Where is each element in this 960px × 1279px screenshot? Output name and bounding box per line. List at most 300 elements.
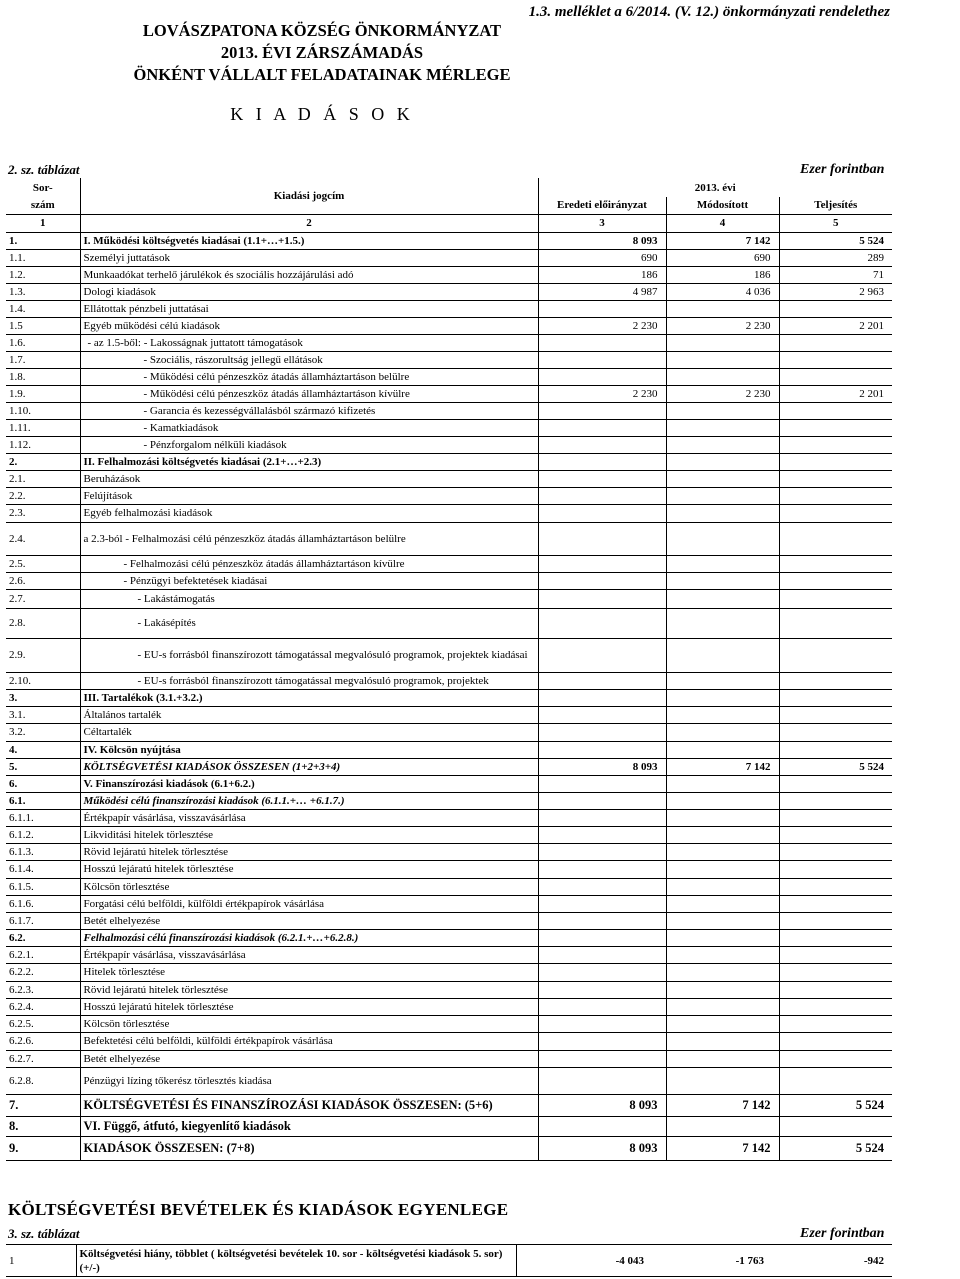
value-modositott [666,860,779,878]
value-eredeti [538,723,666,741]
row-label: IV. Kölcsön nyújtása [80,741,538,758]
table-row [6,689,892,706]
value-modositott: 2 230 [666,385,779,402]
value-teljesites [779,555,892,572]
header-eredeti: Eredeti előirányzat [538,197,666,214]
value-eredeti [538,1015,666,1032]
value-eredeti: 8 093 [538,758,666,775]
value-teljesites: 2 963 [779,283,892,300]
table-row [6,487,892,504]
row-label: - Garancia és kezességvállalásból származó kifizetés [80,402,538,419]
value-teljesites [779,981,892,998]
value-eredeti [538,402,666,419]
row-number: 6.1. [6,792,80,809]
value-modositott [666,402,779,419]
row-number: 2.4. [6,522,80,555]
value-modositott [666,436,779,453]
colnum-4: 4 [666,214,779,232]
value-modositott [666,555,779,572]
value-modositott [666,809,779,826]
value-teljesites [779,436,892,453]
value-modositott [666,419,779,436]
row-number: 5. [6,758,80,775]
row-label: Egyéb működési célú kiadások [80,317,538,334]
row-number: 1.2. [6,266,80,283]
value-modositott: 4 036 [666,283,779,300]
value-modositott [666,792,779,809]
row-label: - Felhalmozási célú pénzeszköz átadás államháztartáson kívülre [80,555,538,572]
value-eredeti: 2 230 [538,385,666,402]
table-row [6,522,892,555]
value-teljesites: 2 201 [779,317,892,334]
row-number: 1.6. [6,334,80,351]
value-eredeti [538,792,666,809]
value-eredeti: 690 [538,249,666,266]
table-row [6,504,892,522]
value-eredeti [538,487,666,504]
value-modositott [666,689,779,706]
row-label: - Működési célú pénzeszköz átadás államháztartáson kívülre [80,385,538,402]
value-teljesites: 5 524 [779,232,892,249]
value-teljesites [779,1032,892,1050]
value-eredeti [538,1116,666,1136]
value-teljesites [779,998,892,1015]
table-row [6,929,892,946]
row-label: Egyéb felhalmozási kiadások [80,504,538,522]
balance-row-teljesites: -942 [772,1245,892,1277]
value-eredeti [538,946,666,963]
value-teljesites [779,706,892,723]
value-modositott [666,826,779,843]
row-number: 1.5 [6,317,80,334]
row-number: 1.4. [6,300,80,317]
table-row [6,792,892,809]
value-teljesites [779,1067,892,1094]
value-modositott [666,912,779,929]
header-year: 2013. évi [694,181,736,194]
row-number: 1.8. [6,368,80,385]
value-eredeti [538,589,666,608]
balance-row-modositott: -1 763 [652,1245,772,1277]
value-teljesites [779,419,892,436]
row-number: 2. [6,453,80,470]
value-teljesites [779,608,892,638]
value-eredeti: 8 093 [538,1094,666,1116]
table-row [6,317,892,334]
table1-unit: Ezer forintban [800,162,885,177]
value-modositott [666,300,779,317]
value-eredeti [538,1032,666,1050]
value-teljesites [779,351,892,368]
table-row [6,638,892,672]
row-label: Likviditási hitelek törlesztése [80,826,538,843]
header-modositott: Módosított [666,197,779,214]
value-teljesites [779,504,892,522]
table-row [6,843,892,860]
row-label: Kölcsön törlesztése [80,878,538,895]
table-row [6,1050,892,1067]
value-modositott [666,963,779,981]
row-label: Dologi kiadások [80,283,538,300]
value-teljesites [779,470,892,487]
row-label: Céltartalék [80,723,538,741]
value-modositott [666,638,779,672]
value-modositott [666,672,779,689]
value-modositott: 7 142 [666,232,779,249]
value-modositott [666,1015,779,1032]
value-eredeti: 186 [538,266,666,283]
row-number: 2.5. [6,555,80,572]
table-row [6,334,892,351]
row-number: 7. [6,1094,80,1116]
value-eredeti [538,555,666,572]
value-teljesites [779,334,892,351]
row-label: Értékpapír vásárlása, visszavásárlása [80,946,538,963]
table-row [6,1094,892,1116]
row-label: - az 1.5-ből: - Lakosságnak juttatott támogatások [80,334,538,351]
table-row [6,1032,892,1050]
value-eredeti [538,419,666,436]
row-number: 2.6. [6,572,80,589]
value-teljesites [779,775,892,792]
section-heading: K I A D Á S O K [230,104,414,124]
value-eredeti [538,453,666,470]
balance-row-number: 1 [6,1245,76,1277]
row-number: 1.9. [6,385,80,402]
row-label: III. Tartalékok (3.1.+3.2.) [80,689,538,706]
value-modositott [666,334,779,351]
table-row [6,860,892,878]
table-row [6,912,892,929]
document-title-line-1: LOVÁSZPATONA KÖZSÉG ÖNKORMÁNYZAT [142,21,502,40]
row-label: Beruházások [80,470,538,487]
value-modositott: 2 230 [666,317,779,334]
value-teljesites [779,843,892,860]
value-eredeti [538,368,666,385]
row-number: 6.1.7. [6,912,80,929]
value-teljesites [779,522,892,555]
table-row [6,878,892,895]
row-number: 1. [6,232,80,249]
row-label: VI. Függő, átfutó, kiegyenlítő kiadások [80,1116,538,1136]
row-number: 6.2. [6,929,80,946]
value-teljesites [779,487,892,504]
balance-table [6,1244,892,1277]
value-modositott [666,723,779,741]
value-eredeti [538,963,666,981]
value-eredeti [538,998,666,1015]
value-teljesites [779,402,892,419]
table-row [6,608,892,638]
value-teljesites [779,878,892,895]
value-modositott [666,608,779,638]
colnum-1: 1 [6,214,80,232]
row-number: 6.2.3. [6,981,80,998]
table-row [6,723,892,741]
value-modositott [666,522,779,555]
table-row [6,453,892,470]
colnum-2: 2 [80,214,538,232]
value-modositott [666,741,779,758]
value-eredeti [538,1067,666,1094]
value-modositott [666,1067,779,1094]
row-label: Hitelek törlesztése [80,963,538,981]
value-teljesites [779,826,892,843]
table-row [6,809,892,826]
value-teljesites: 2 201 [779,385,892,402]
table-row [6,1015,892,1032]
value-eredeti [538,706,666,723]
row-number: 6.2.4. [6,998,80,1015]
value-eredeti: 4 987 [538,283,666,300]
value-eredeti [538,860,666,878]
value-modositott [666,572,779,589]
row-number: 8. [6,1116,80,1136]
value-eredeti [538,826,666,843]
table-row [6,572,892,589]
row-number: 1.10. [6,402,80,419]
value-teljesites: 289 [779,249,892,266]
value-teljesites [779,1050,892,1067]
row-number: 1.3. [6,283,80,300]
row-number: 3.1. [6,706,80,723]
row-label: Forgatási célú belföldi, külföldi értékpapírok vásárlása [80,895,538,912]
row-number: 2.2. [6,487,80,504]
value-modositott [666,470,779,487]
row-label: Betét elhelyezése [80,912,538,929]
row-label: Betét elhelyezése [80,1050,538,1067]
balance-row-label: Költségvetési hiány, többlet ( költségvetési bevételek 10. sor - költségvetési kiadások 5. sor) (+/-) [76,1245,516,1277]
row-label: I. Működési költségvetés kiadásai (1.1+…+1.5.) [80,232,538,249]
value-eredeti [538,929,666,946]
row-label: - Lakásépítés [80,608,538,638]
row-label: Munkaadókat terhelő járulékok és szociális hozzájárulási adó [80,266,538,283]
table-row [6,1067,892,1094]
row-label: Értékpapír vásárlása, visszavásárlása [80,809,538,826]
value-teljesites [779,1116,892,1136]
row-label: - EU-s forrásból finanszírozott támogatással megvalósuló programok, projektek kiadásai [80,638,538,672]
row-label: - Pénzforgalom nélküli kiadások [80,436,538,453]
row-number: 6.1.1. [6,809,80,826]
value-modositott [666,589,779,608]
row-label: - EU-s forrásból finanszírozott támogatással megvalósuló programok, projektek [80,672,538,689]
table-row [6,555,892,572]
table-row [6,385,892,402]
row-label: Személyi juttatások [80,249,538,266]
row-number: 2.1. [6,470,80,487]
table-row [6,589,892,608]
value-modositott [666,1116,779,1136]
table-row [6,672,892,689]
value-modositott [666,929,779,946]
value-eredeti [538,981,666,998]
table-row [6,266,892,283]
value-modositott: 7 142 [666,1094,779,1116]
row-label: Befektetési célú belföldi, külföldi értékpapírok vásárlása [80,1032,538,1050]
value-modositott [666,878,779,895]
header-jogcim: Kiadási jogcím [80,178,538,214]
table-row [6,283,892,300]
value-teljesites [779,946,892,963]
row-number: 6.2.5. [6,1015,80,1032]
header-teljesites: Teljesítés [779,197,892,214]
value-eredeti [538,470,666,487]
table-row [6,402,892,419]
row-label: - Szociális, rászorultság jellegű ellátások [80,351,538,368]
row-number: 6.2.8. [6,1067,80,1094]
value-modositott [666,895,779,912]
row-number: 6.1.6. [6,895,80,912]
value-eredeti [538,689,666,706]
value-eredeti [538,300,666,317]
table-row [6,741,892,758]
value-modositott [666,1050,779,1067]
value-eredeti [538,572,666,589]
row-label: - Működési célú pénzeszköz átadás államháztartáson belülre [80,368,538,385]
row-label: II. Felhalmozási költségvetés kiadásai (2.1+…+2.3) [80,453,538,470]
value-modositott [666,1032,779,1050]
value-modositott: 690 [666,249,779,266]
table-row [6,249,892,266]
row-label: a 2.3-ból - Felhalmozási célú pénzeszköz átadás államháztartáson belülre [80,522,538,555]
value-teljesites [779,723,892,741]
value-modositott [666,775,779,792]
value-teljesites [779,368,892,385]
value-teljesites [779,809,892,826]
expenditure-table [6,178,892,1161]
row-number: 3.2. [6,723,80,741]
row-number: 6.1.4. [6,860,80,878]
value-modositott [666,946,779,963]
row-number: 6.1.3. [6,843,80,860]
value-modositott [666,453,779,470]
balance-section-title: KÖLTSÉGVETÉSI BEVÉTELEK ÉS KIADÁSOK EGYENLEGE [8,1200,509,1219]
table-row [6,351,892,368]
value-modositott [666,368,779,385]
table2-unit: Ezer forintban [800,1226,885,1241]
value-modositott [666,998,779,1015]
row-number: 1.7. [6,351,80,368]
row-label: Ellátottak pénzbeli juttatásai [80,300,538,317]
header-szam: szám [6,197,80,214]
balance-row [6,1245,892,1277]
row-label: KIADÁSOK ÖSSZESEN: (7+8) [80,1136,538,1160]
row-number: 6.2.6. [6,1032,80,1050]
value-eredeti [538,843,666,860]
value-eredeti [538,608,666,638]
row-label: Kölcsön törlesztése [80,1015,538,1032]
table-row [6,758,892,775]
balance-row-eredeti: -4 043 [516,1245,652,1277]
table-row [6,998,892,1015]
value-teljesites [779,895,892,912]
table-row [6,300,892,317]
row-number: 6.2.1. [6,946,80,963]
table-row [6,1136,892,1160]
table-row [6,963,892,981]
row-label: Rövid lejáratú hitelek törlesztése [80,981,538,998]
value-teljesites [779,300,892,317]
value-eredeti [538,1050,666,1067]
row-number: 6.1.5. [6,878,80,895]
table1-label: 2. sz. táblázat [8,162,80,177]
table-row [6,368,892,385]
row-label: Felhalmozási célú finanszírozási kiadások (6.2.1.+…+6.2.8.) [80,929,538,946]
row-number: 2.3. [6,504,80,522]
value-teljesites: 5 524 [779,1136,892,1160]
value-modositott: 7 142 [666,758,779,775]
value-eredeti [538,351,666,368]
value-teljesites [779,589,892,608]
value-modositott [666,487,779,504]
row-number: 1.12. [6,436,80,453]
row-number: 1.11. [6,419,80,436]
value-teljesites [779,638,892,672]
value-modositott [666,981,779,998]
value-eredeti [538,504,666,522]
row-label: - Pénzügyi befektetések kiadásai [80,572,538,589]
table2-label: 3. sz. táblázat [8,1226,80,1241]
value-eredeti [538,912,666,929]
row-number: 2.7. [6,589,80,608]
value-eredeti [538,522,666,555]
annex-reference: 1.3. melléklet a 6/2014. (V. 12.) önkormányzati rendelethez [528,4,890,20]
row-number: 2.8. [6,608,80,638]
value-eredeti: 8 093 [538,1136,666,1160]
table-row [6,470,892,487]
colnum-5: 5 [779,214,892,232]
row-number: 9. [6,1136,80,1160]
value-eredeti [538,672,666,689]
row-label: Hosszú lejáratú hitelek törlesztése [80,998,538,1015]
value-teljesites [779,929,892,946]
value-eredeti [538,878,666,895]
row-number: 6.1.2. [6,826,80,843]
value-teljesites [779,453,892,470]
table-row [6,436,892,453]
value-modositott [666,706,779,723]
value-teljesites: 5 524 [779,1094,892,1116]
row-label: - Kamatkiadások [80,419,538,436]
value-eredeti [538,436,666,453]
value-eredeti [538,741,666,758]
table-row [6,419,892,436]
value-teljesites [779,963,892,981]
table-row [6,775,892,792]
value-modositott [666,504,779,522]
row-number: 6.2.7. [6,1050,80,1067]
table-row [6,706,892,723]
row-number: 6.2.2. [6,963,80,981]
value-modositott: 186 [666,266,779,283]
row-number: 1.1. [6,249,80,266]
value-teljesites [779,912,892,929]
value-eredeti [538,809,666,826]
row-label: Működési célú finanszírozási kiadások (6.1.1.+… +6.1.7.) [80,792,538,809]
value-teljesites: 71 [779,266,892,283]
value-teljesites [779,572,892,589]
value-teljesites [779,689,892,706]
value-teljesites [779,1015,892,1032]
value-modositott [666,843,779,860]
row-label: Pénzügyi lízing tőkerész törlesztés kiadása [80,1067,538,1094]
value-teljesites [779,860,892,878]
value-teljesites: 5 524 [779,758,892,775]
table-row [6,826,892,843]
row-label: V. Finanszírozási kiadások (6.1+6.2.) [80,775,538,792]
value-eredeti [538,638,666,672]
row-label: KÖLTSÉGVETÉSI ÉS FINANSZÍROZÁSI KIADÁSOK ÖSSZESEN: (5+6) [80,1094,538,1116]
